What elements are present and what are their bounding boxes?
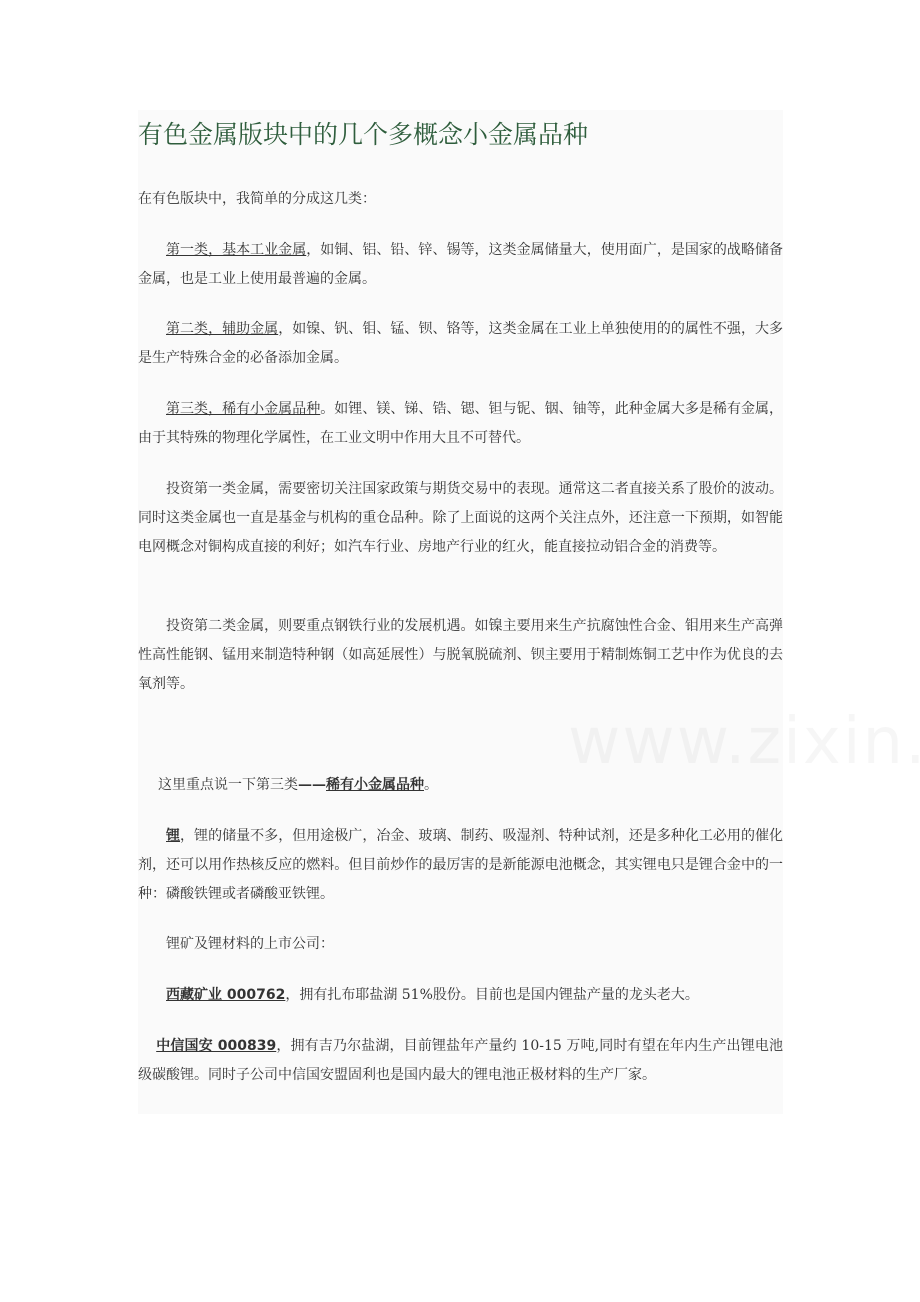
companies-heading: 锂矿及锂材料的上市公司：	[166, 936, 334, 952]
intro-paragraph: 在有色版块中，我简单的分成这几类：	[138, 191, 376, 207]
lithium-label: 锂	[166, 828, 181, 844]
category-2-paragraph	[138, 315, 783, 373]
category-1-paragraph	[138, 236, 783, 294]
focus-paragraph	[138, 771, 783, 800]
category-3-paragraph	[138, 395, 783, 453]
category-2-label: 第二类，辅助金属	[166, 321, 279, 337]
company-2-text: ，拥有吉乃尔盐湖，目前锂盐年产量约 10-15 万吨,同时有望在年内生产出锂电池级碳酸锂。同时子公司中信国安盟固利也是国内最大的锂电池正极材料的生产厂家。	[138, 1038, 783, 1083]
lithium-text: ，锂的储量不多，但用途极广，冶金、玻璃、制药、吸湿剂、特种试剂，还是多种化工必用的催化剂，还可以用作热核反应的燃料。但目前炒作的最厉害的是新能源电池概念，其实锂电只是锂合金中的一种：磷酸铁锂或者磷酸亚铁锂。	[138, 828, 784, 902]
focus-dash: ——	[298, 777, 326, 793]
invest-first-paragraph: 投资第一类金属，需要密切关注国家政策与期货交易中的表现。通常这二者直接关系了股价的波动。同时这类金属也一直是基金与机构的重仓品种。除了上面说的这两个关注点外，还注意一下预期，如智能电网概念对铜构成直接的利好；如汽车行业、房地产行业的红火，能直接拉动铝合金的消费等。	[138, 481, 783, 555]
article	[138, 110, 783, 1114]
category-3-text: 。如锂、镁、锑、锆、锶、钽与铌、铟、铀等，此种金属大多是稀有金属，由于其特殊的物理化学属性，在工业文明中作用大且不可替代。	[138, 401, 784, 446]
focus-suffix: 。	[424, 777, 438, 793]
category-1-text: ，如铜、铝、铅、锌、锡等，这类金属储量大，使用面广，是国家的战略储备金属，也是工业上使用最普遍的金属。	[138, 242, 783, 287]
invest-second-paragraph: 投资第二类金属，则要重点钢铁行业的发展机遇。如镍主要用来生产抗腐蚀性合金、钼用来生产高弹性高性能钢、锰用来制造特种钢（如高延展性）与脱氧脱硫剂、钡主要用于精制炼铜工艺中作为优良的去氧剂等。	[138, 618, 783, 692]
article-title: 有色金属版块中的几个多概念小金属品种	[138, 120, 589, 149]
company-1-name: 西藏矿业 000762	[166, 987, 286, 1003]
focus-prefix: 这里重点说一下第三类	[158, 777, 298, 793]
lithium-paragraph	[138, 822, 783, 909]
company-2-name: 中信国安 000839	[156, 1038, 277, 1054]
category-2-text: ，如镍、钒、钼、锰、钡、铬等，这类金属在工业上单独使用的的属性不强，大多是生产特殊合金的必备添加金属。	[138, 321, 783, 366]
category-1-label: 第一类，基本工业金属	[166, 242, 307, 258]
category-3-label: 第三类，稀有小金属品种	[166, 401, 321, 417]
company-2-paragraph	[138, 1032, 783, 1090]
company-1-text: ，拥有扎布耶盐湖 51%股份。目前也是国内锂盐产量的龙头老大。	[285, 987, 699, 1003]
company-1-paragraph	[138, 981, 783, 1010]
focus-label: 稀有小金属品种	[326, 777, 424, 793]
watermark	[568, 702, 920, 782]
